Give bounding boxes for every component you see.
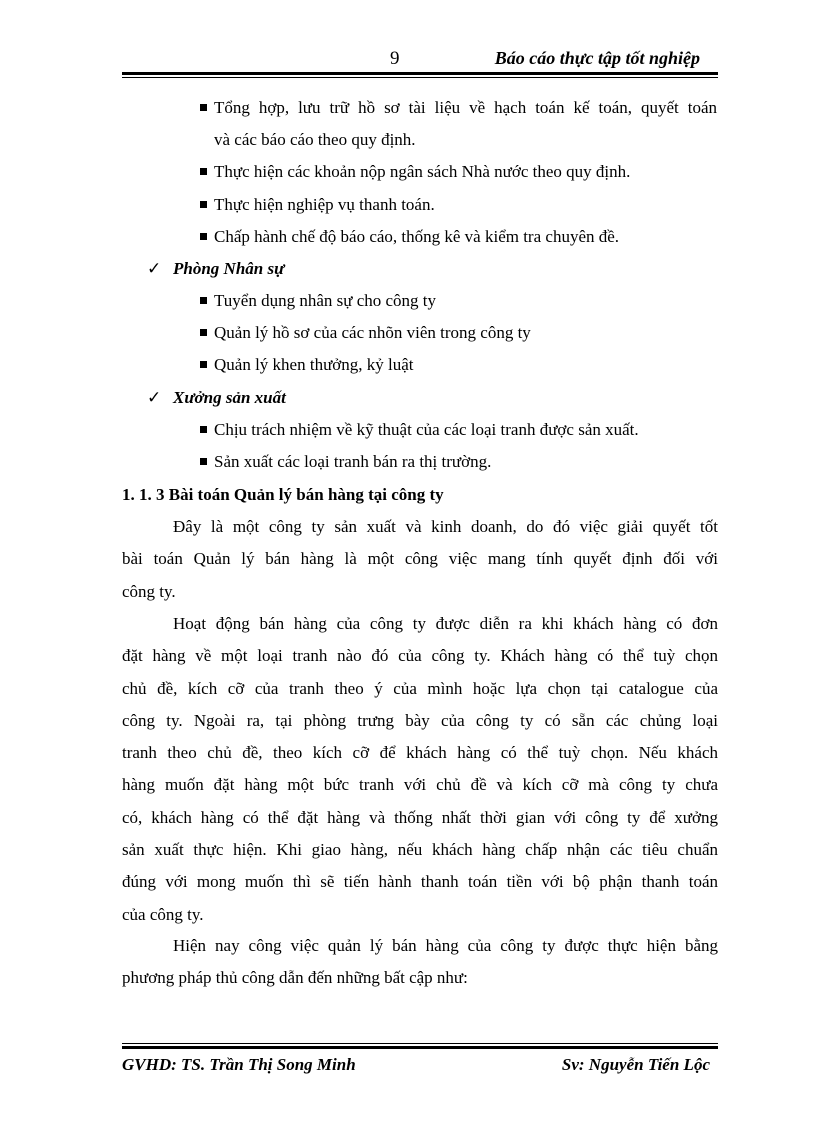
bullet-square-icon bbox=[200, 168, 207, 175]
bullet-square-icon bbox=[200, 458, 207, 465]
list-item: Quản lý khen thưởng, kỷ luật bbox=[200, 349, 414, 381]
bullet-square-icon bbox=[200, 201, 207, 208]
paragraph-3: Hiện nay công việc quản lý bán hàng của công ty được thực hiện bằng phương pháp thủ công dẫn đến những bất cập như: bbox=[122, 936, 718, 988]
page-footer bbox=[122, 1043, 718, 1083]
header-rule-thin bbox=[122, 77, 718, 78]
list-item: Tổng hợp, lưu trữ hồ sơ tài liệu về hạch toán kế toán, quyết toán bbox=[200, 92, 717, 124]
list-item: Thực hiện nghiệp vụ thanh toán. bbox=[200, 189, 435, 221]
list-item: Tuyển dụng nhân sự cho công ty bbox=[200, 285, 436, 317]
bullet-square-icon bbox=[200, 233, 207, 240]
footer-rule-thin bbox=[122, 1043, 718, 1044]
paragraph-1: Đây là một công ty sản xuất và kinh doanh, do đó việc giải quyết tốt bài toán Quản lý bán hàng là một công việc mang tính quyết định đối với công ty. bbox=[122, 517, 718, 601]
bullet-square-icon bbox=[200, 426, 207, 433]
checkmark-icon: ✓ bbox=[147, 388, 162, 407]
page-header bbox=[122, 44, 718, 84]
page-number: 9 bbox=[390, 48, 400, 69]
bullet-square-icon bbox=[200, 104, 207, 111]
bullet-square-icon bbox=[200, 361, 207, 368]
paragraph-2: Hoạt động bán hàng của công ty được diễn ra khi khách hàng có đơn đặt hàng về một loại tranh nào đó của công ty. Khách hàng có thể tuỳ chọn chủ đề, kích cỡ của tranh theo ý của mình hoặc lựa chọn tại catalogue của công ty. Ngoài ra, tại phòng trưng bày của công ty có sẵn các chủng loại tranh theo chủ đề, theo kích cỡ để khách hàng có thể tuỳ chọn. Nếu khách hàng muốn đặt hàng một bức tranh với chủ đề và kích cỡ mà công ty chưa có, khách hàng có thể đặt hàng và thống nhất thời gian với công ty để xưởng sản xuất thực hiện. Khi giao hàng, nếu khách hàng chấp nhận các tiêu chuẩn đúng với mong muốn thì sẽ tiến hành thanh toán tiền với bộ phận thanh toán của công ty. bbox=[122, 614, 718, 924]
section-heading: 1. 1. 3 Bài toán Quản lý bán hàng tại công ty bbox=[122, 485, 444, 504]
list-item: Thực hiện các khoản nộp ngân sách Nhà nước theo quy định. bbox=[200, 156, 630, 188]
checkmark-icon: ✓ bbox=[147, 259, 162, 278]
header-title: Báo cáo thực tập tốt nghiệp bbox=[494, 48, 700, 68]
section-workshop-title: ✓ Xưởng sản xuất bbox=[147, 382, 286, 414]
list-item: Chấp hành chế độ báo cáo, thống kê và kiểm tra chuyên đề. bbox=[200, 221, 619, 253]
bullet-square-icon bbox=[200, 329, 207, 336]
list-item-continuation: và các báo cáo theo quy định. bbox=[214, 130, 416, 149]
bullet-square-icon bbox=[200, 297, 207, 304]
section-hr-title: ✓ Phòng Nhân sự bbox=[147, 253, 284, 285]
header-rule-thick bbox=[122, 72, 718, 75]
list-item: Chịu trách nhiệm về kỹ thuật của các loại tranh được sản xuất. bbox=[200, 414, 639, 446]
footer-advisor: GVHD: TS. Trần Thị Song Minh bbox=[122, 1055, 356, 1074]
list-item: Quản lý hồ sơ của các nhõn viên trong công ty bbox=[200, 317, 531, 349]
footer-rule-thick bbox=[122, 1046, 718, 1049]
list-item: Sản xuất các loại tranh bán ra thị trường. bbox=[200, 446, 491, 478]
footer-student: Sv: Nguyễn Tiến Lộc bbox=[561, 1055, 710, 1074]
